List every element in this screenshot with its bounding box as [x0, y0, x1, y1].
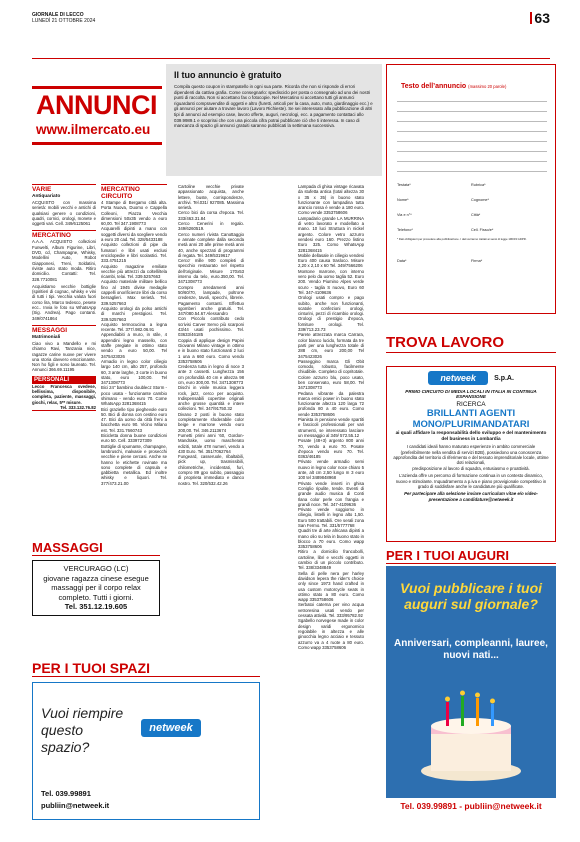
coupon-field-nome[interactable]: Nome* — [397, 198, 409, 202]
job-role: BRILLANTI AGENTI MONO/PLURIMANDATARI — [412, 408, 530, 430]
auguri-title: PER I TUOI AUGURI — [386, 548, 556, 564]
column-mercatino-circuito — [101, 184, 167, 486]
ad-coupon-form[interactable] — [386, 64, 556, 314]
section-mercatino-circuito: MERCATINO CIRCUITO — [101, 184, 167, 200]
coupon-field-via[interactable]: Via e n°* — [397, 213, 412, 217]
massaggi-tel: Tel. 351.12.19.605 — [64, 602, 128, 611]
coupon-field-cell[interactable]: Cell. Fisso/e* — [471, 228, 494, 232]
coupon-line[interactable] — [397, 101, 547, 102]
trova-lavoro-title: TROVA LAVORO — [386, 334, 505, 351]
netweek-header — [393, 371, 549, 385]
column-ads-l — [298, 184, 364, 650]
ad-personali-tel: Tel. 333.132.76.82 — [32, 405, 96, 411]
coupon-field-cognome[interactable]: Cognome* — [471, 198, 489, 202]
job-p2: predisposizione al lavoro di squadra, entusiasmo e proattività. — [412, 465, 530, 471]
free-ad-title: Il tuo annuncio è gratuito — [174, 70, 282, 80]
auguri-section — [386, 548, 556, 564]
spazi-title: PER I TUOI SPAZI — [32, 660, 260, 677]
ads-column-c: Cartoline vecchie private appassionato acquista, anche lettere, buste, corrispondenze, archivi. Tel.031/ 927085. Massima serietà. Cerco bici da corsa d'epoca. Tel. 333/463.31.84 Cerco Cenerini in regalo. 349/6260519. Cerco numeri rivista Canottaggio e annate complete dalla seconda metà anni 20 alle prime metà anni 40, anche spezzati di programmi di regata. Tel. 349/5319617 Cerco' mille 900 completi di specchio restaurato nel rispetto dell'originale. Misure 170x53 interno da telo, euro.350,00. Tel. 3471308773 Compro arredamenti anni 50/60/70, lampade, poltrone credenze, tavoli, specchi, librerie. Pagamento contanti. Effettuo sgomberi anche gratuiti. Tel. 347/080.54.67 Alessandro Con Piccolo contributo cedo scrivisi Carver Servo più scarponi 43/44 usati pochissimo. Tel. 03633/46185 Coppia di applique design Papini Giovanni Milano vintage in ottimo e in buono stato funzionanti 2 luci 1 una a 660 euro. Como vendo 3353758606 Credenza tutta in legno di noce 3 ante 3 cassetti. Lunghezza 156 cm profondità 40 cm e altezza 98 cm, euro 300,00. Tel. 3471308773 Dischi in vinile musica leggera rock, jazz, cerco per acquisto. Indispensabili copertine originali anche grosse quantità e intere collezioni. Tel. 347/91750.32 Divano 2 posti in buono stato completamente sfoderabile color beige e marrone vendo euro 200,00. Tel. 346.2113674 Fumetti primi anni '60, Gordon-Mandrake, uomo mascherato ediziti, totale 478 numeri, vendo a 430 Euro. Tel. 351/7062764 Fungeard, casseruole, ribaltabili, pick up, trasmissibili, chilometriche, incidentati, furi, compro 89 gpo subito, passaggio di proprieta immediato e danco nostro. Tel. 320/532.42.26 — [178, 184, 244, 486]
annunci-top-rule — [32, 86, 162, 89]
ad-antiquariato: ACQUISTO con massima serietà: mobili vecchi e antichi di qualsiasi genere o condizioni, quadri, cornici, orologi, monete e oggetti vari. Cell. 349/6125061 — [32, 200, 96, 227]
column-varie — [32, 184, 96, 411]
job-subtitle: ai quali affidare la responsabilità dello sviluppo e del mantenimento del business in Lombardia — [395, 430, 547, 441]
section-varie: VARIE — [32, 184, 96, 193]
annunci-bottom-rule — [32, 142, 162, 145]
annunci-url[interactable]: www.ilmercato.eu — [36, 122, 151, 137]
section-personali: PERSONALI — [32, 376, 96, 384]
massaggi-name: VERCURAGO (LC) — [63, 564, 129, 573]
massaggi-title: MASSAGGI — [32, 540, 160, 556]
coupon-field-telefono[interactable]: Telefono* — [397, 228, 413, 232]
spazi-ad[interactable] — [32, 682, 260, 820]
job-p4: Per partecipare alla selezione inviare curriculum vitae e/o video-presentazione a candidature@netweek.it — [404, 491, 538, 502]
free-ad-body: Compila questo coupon in stampatello in ogni sua parte. Ricorda che non si risponde di errori dipendenti da cattiva grafia. Come consegnarlo: spedisciclo per posta o consegnalo ad uno dei nostri punti di raccolta. Non si accettano fax o fotocopie. Nel Mercatino si accettano tutti gli annunci riguardanti compravendite di oggetti e altro (furetti, articoli per la casa, auto, moto, giardinaggio ecc.) e gli annunci per aiutare a trovare lavoro (Lavoro Richieste). Se sei interessato alla pubblicazione di altri tipi di annunci ad esempio case, lavoro offerte, auguri, necrologi, ecc. a pagamento contattaci allo 039.9989.1 e scoprirai che con una piccola cifra potrai pubblicare ciò che ti interessa. In caso di mancanza di spazio gli annunci gratuiti saranno pubblicati la settimana successiva. — [174, 84, 373, 129]
cake-icon — [416, 676, 526, 786]
issue-date: LUNEDÌ 21 OTTOBRE 2024 — [32, 18, 96, 24]
netweek-job-ad — [386, 366, 556, 542]
page-number-bar — [530, 12, 532, 24]
auguri-ad[interactable] — [386, 566, 556, 814]
coupon-line[interactable] — [397, 141, 547, 142]
netweek-spa: S.p.A. — [494, 374, 514, 382]
annunci-title: ANNUNCI — [36, 90, 157, 120]
coupon-line[interactable] — [397, 131, 547, 132]
ads-column-l: Lampada di ghisa vintage ricavata da stufetta antica (total altezza 30 x 35 x 35) in buono stato funzionante con lampadina tutta arancio rossa è vende a 180 euro. Como vende 3353758606 Lampadario grande LA MURRINA di vetro lavorato e modellato a mano. 10 luci Struttura in nickel argento. Colore vetro azzurro vendesi euro 160. Prezzo listino Euro 325. Como WhatsApp 3281368415 Mobile dellasale in ciliegio vendesi Euro 400 causa trasloco. Misure 2,20 x 2,10 x 60 Tel. 349/7566206 Montone marrone, con interno vero pelo da uomo taglia 52. Euro 200. Vendo Piumino Alpes verde scuro - taglia S nuovo, Euro 60 Tel. 347-4109636 Orologi usati compro e pago subito, anche non funzionanti, scatole confezioni orologi, cinturini, pezzi di ricambio orologi. Orologi di prestigio d'epoca, forniture orologi. Tel. 339/713.23.73 Parete attrezzata marca Carrara, color bianco lucido, formata da tre parti per una lunghezza totale di 288 cm, euro 200,00 Tel 3475423026 Passeggino marca Gli Obit comodo, robusto, facilmente chiudibile. Completo di copritotale. Colore azzurro blu, poco usato, ben conservato, euro 58,00. Tel 3471308773 Pedana vibrante da palestra marca emici power in buono stato funzionante altezza 120 larga 72 profonda 80 a 40 euro. Como vende 3353758606 Pianista in pensione vende spartiti e fascicoli professionali per vari strumenti, se interessato lasciare un messaggio al 349/ 572.55.12 Posate (48+3) argento 800 anni 70, vendo a euro 70. Posate d'epoca vendo euro 70. Tel. 0363/46185 Privato vende armadio semi nuovo in legno color noce chiaro 5 ante, alt cm 2,50 lungo m 3 euro 100 tel 3489848968 Privato vende inserti in ghisa Coniglio ripulite, tende. Eventi di grande audio musica di Conti Ilana color perle con frangia e grandi noce. Tel. 347-4109636 Privato vende soggiorno in ciliegio, listelli in legno alto 1,50. Euro 500 trattabili. Ore serali zona San Fermo. Tel. 331/5777768 Quadri tre di arte africana dipinti a mano olio su tela in buono stato in blocco a 70 euro. Como wapp 3353758606 Ritiro a domicilio francobolli, cartoline, libri e vecchi oggetti in cambio di un piccolo contributo. Tel. 338/3348849 Sella di pelle nera per harley davidson lepera the rider's choice only since 1973 hand crafted in usa custom motorcycle seats in ottimo stato a 80 euro. Como wapp 3353758606 Serbatoi caterna per vino acqua vetroresina usati vendo per cessata attività. Tel. 333/95782.92 Sgabello norvegese made in color design varidi ergonomico regolabile in altezza e alle ginocchia legno acciaio e tessuto azzurro va a 4 ruote a 80 euro. Como wapp 3353758606 — [298, 184, 364, 650]
netweek-logo: netweek — [428, 371, 488, 385]
auguri-sub: Anniversari, compleanni, lauree, nuovi nati... — [394, 638, 548, 661]
coupon-line[interactable] — [397, 161, 547, 162]
coupon-title: Testo dell’annuncio (massimo 20 parole) — [401, 83, 507, 90]
auguri-headline: Vuoi pubblicare i tuoi auguri sul giornale? — [399, 580, 543, 612]
coupon-field-testata[interactable]: Testata* — [397, 183, 411, 187]
job-ricerca: RICERCA — [456, 401, 486, 408]
ads-mercatino-circuito: 4 Stampe di Bergamo città alta. Porta Nuova, Duomo e Cappella Colleoni, Piazza Vecchia dimensioni 50x35 vendo a euro 60,00. Tel 347.1908773 Acquarelli dipinti a mano con soggetti diversi da scegliere vendo a euro 20 cad. Tel. 328/5433188 Acquisto collezioni di pipe da fumatori e libri usati esclusi enciclopedie e libri scolastici. Tel. 333.4751215 Acquisto magazine emiliate vecchie più attrezzi da coltelli/tela ricambi, telai. Tel. 339.5257663 Acquisto materiale militare bellico fino al 1945 divise medaglie cappelli onorificienze libri da corso bersaglieri. Max serietà. Tel. 339.5257663 Acquisto orologi da polso antichi di marchi prestigiosi. Tel. 339.5257663 Acquisto termocucina a legna recente. Tel. 377/.982.06.91 Appendiabiti a muro, in stile, 4 appendini legno massello, con staffe pregiate in ottimo stato vendo a euro 50,00. Tel 3475423026 Armadio in legno color ciliegio largo 140 cm, alto 257, profondo 60, 3 ante larghe, 3 corte in buono stato, euro 100,00. Tel 3471308773 Bici 24" bambino doublecz Storm - poco usata - funzionante cambio shimano - vendo euro 70. Come WhatsApp 3281368415 Bici grazielle tipo pieghevole euro 50. Bici di donna con cestino euro 47. Bici da uomo da città freni a bacchetta euro 90. Vicino Milano est. Tel. 331.7660743 Bicicletta donna buone condizioni euro 50. Cell. 3339727309 Bottiglie di spumante, champagne, lambruschi, malvasie e prosecchi vecchie e piene cercasi. Anche se hanno le etichette rovinate ma sono complete di capsula e gabbietta metallica. Ed inoltre whisky e liquori. Tel. 377/473.21.00 — [101, 200, 167, 486]
coupon-field-firma[interactable]: Firma* — [471, 259, 483, 263]
masthead — [32, 12, 95, 24]
coupon-field-data[interactable]: Data* — [397, 259, 407, 263]
newspaper-name: GIORNALE DI LECCO — [32, 12, 84, 18]
job-p1: I candidati ideali hanno maturato esperienze in ambito commerciale (preferibilmente nella vendita di servizi B2B), possiedono una conoscenza approfondita del territorio di riferimento e del tessuto imprenditoriale locale, ottime doti relazionali, — [393, 444, 549, 466]
page-number: 63 — [534, 10, 550, 26]
ad-acquistiamo: Acquistiamo vecchie bottiglie (spiritieri di cognac, whisky e vini di tutti i tipi. Vecchia valuta fuori corso lira, Marco tedesco, pesete ecc.. Invia le foto su WhatsApp (Sig. Andrea). Pago contanti. 349/0741864 — [32, 283, 96, 321]
sub-antiquariato: Antiquariato — [32, 194, 61, 199]
job-p3: L'azienda offre un percorso di formazione continua in un contesto dinamico, nuovo e stimolante. Inquadramento a p.iva e piano provvigionale competitivo in grado di soddisfare anche le candidature più qualificate. — [395, 473, 547, 490]
section-mercatino: MERCATINO — [32, 230, 96, 239]
netweek-logo: netweek — [141, 719, 201, 737]
header-rule — [32, 58, 550, 59]
coupon-line[interactable] — [397, 151, 547, 152]
annunci-banner — [32, 64, 162, 176]
trova-lavoro-rule — [386, 352, 556, 353]
sub-matrimoniali: Matrimoniali — [32, 334, 61, 340]
coupon-field-rubrica[interactable]: Rubrica* — [471, 183, 486, 187]
coupon-line[interactable] — [397, 171, 547, 172]
spazi-section — [32, 660, 260, 677]
spazi-text: Vuoi riempire questo spazio? — [41, 705, 124, 755]
section-messaggi: MESSAGGI — [32, 325, 96, 334]
coupon-line[interactable] — [397, 111, 547, 112]
free-ad-info-box — [166, 64, 382, 176]
auguri-footer: Tel. 039.99891 - publiin@netweek.it — [386, 798, 556, 814]
ad-personali: Lecco Francesca svedese, bellissima, disponibile, completa, paziente, massaggi, giochi, relax, 5** misure. — [32, 383, 96, 405]
ad-mercatino: A.A.A. ACQUISTO collezioni Funwelti, Album Figurine, Libri, DVD, cd, Champagne, Whisky, Modellini Auto, Robot Giapponesi, Treni, Soldatini, riviste auto stato moda. Ritiro domicilio. Contatti: Tel. 328.7710081 — [32, 239, 96, 282]
coupon-privacy: * Dati obbligatori per procedere alla pubblicazione. I dati verranno trattati ai sensi di legge 196/03 GDPR. — [397, 237, 527, 241]
ad-matrimoniali: Ciao vivo a Mandello e mi chiamo Ravi, Tanzania nice, ragazze carine nuove per vivere una storia davvero emozionante. Non ho figli e sono laureato. Tel. Annunci 366.69.11195 — [32, 340, 96, 373]
massaggi-text: giovane ragazza cinese esegue massaggi per il corpo relax completo. Tutti i giorni. — [43, 573, 149, 602]
spazi-tel: Tel. 039.99891 — [41, 789, 91, 798]
spazi-email[interactable]: publiin@netweek.it — [41, 801, 110, 810]
coupon-line[interactable] — [397, 121, 547, 122]
job-intro: PRIMO CIRCUITO DI MEDIA LOCALI IN ITALIA IN CONTINUA ESPANSIONE — [405, 389, 537, 399]
massaggi-section — [32, 540, 160, 616]
column-ads-c — [178, 184, 244, 486]
coupon-field-citta[interactable]: Città* — [471, 213, 481, 217]
massaggi-ad — [32, 560, 160, 616]
